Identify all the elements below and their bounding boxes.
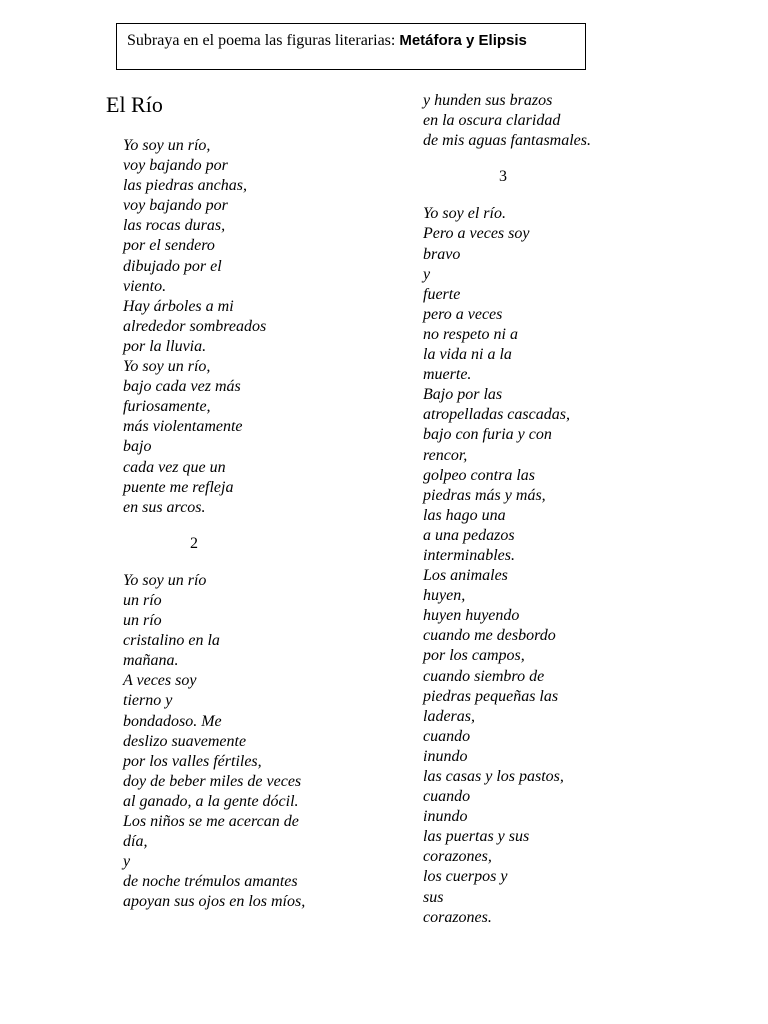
poem-left-column [123, 136, 353, 912]
poem-line: las casas y los pastos, [423, 768, 564, 785]
poem-line: inundo [423, 808, 468, 826]
poem-line: de noche trémulos amantes [123, 873, 298, 891]
poem-line: muerte. [423, 366, 472, 384]
poem-line: A veces soy [123, 672, 197, 690]
poem-line: la vida ni a la [423, 346, 512, 364]
poem-line: por la lluvia. [123, 337, 207, 355]
poem-line: un río [123, 591, 162, 609]
poem-line: bajo con furia y con [423, 426, 552, 444]
stanza-2-continued [423, 91, 653, 151]
poem-line: tierno y [123, 692, 173, 710]
poem-line: interminables. [423, 546, 515, 564]
poem-line: por el sendero [123, 237, 215, 255]
poem-line: bajo cada vez más [123, 378, 241, 396]
poem-line: apoyan sus ojos en los míos, [123, 893, 306, 911]
poem-line: y [423, 265, 431, 283]
poem-line: cuando [423, 727, 471, 745]
poem-line: las rocas duras, [123, 217, 226, 235]
poem-line: atropelladas cascadas, [423, 406, 570, 424]
poem-line: cada vez que un [123, 458, 226, 476]
poem-line: a una pedazos [423, 526, 515, 544]
poem-line: en sus arcos. [123, 498, 206, 516]
poem-line: viento. [123, 277, 167, 295]
poem-line: Los niños se me acercan de [123, 813, 299, 830]
poem-line: Yo soy un río [123, 571, 207, 589]
poem-line: pero a veces [423, 305, 503, 323]
instruction-box [116, 23, 586, 70]
poem-line: huyen huyendo [423, 607, 520, 625]
poem-line: por los valles fértiles, [123, 752, 262, 770]
poem-line: Yo soy un río, [123, 137, 211, 154]
poem-line: inundo [423, 747, 468, 765]
instruction-figures: Metáfora y Elipsis [399, 32, 527, 49]
poem-line: los cuerpos y [423, 868, 508, 886]
poem-right-column [423, 91, 653, 928]
stanza-number-3: 3 [499, 168, 507, 186]
poem-line: más violentamente [123, 418, 243, 436]
poem-line: laderas, [423, 707, 475, 725]
poem-line: en la oscura claridad [423, 112, 561, 130]
poem-line: bravo [423, 245, 461, 263]
poem-line: de mis aguas fantasmales. [423, 132, 591, 150]
poem-line: bondadoso. Me [123, 712, 222, 730]
poem-line: Bajo por las [423, 386, 503, 404]
poem-line: corazones, [423, 848, 492, 866]
poem-line: no respeto ni a [423, 325, 518, 343]
stanza-2 [123, 571, 353, 913]
poem-line: sus [423, 888, 444, 906]
poem-line: alrededor sombreados [123, 317, 267, 335]
poem-line: las hago una [423, 506, 506, 524]
poem-line: día, [123, 833, 148, 851]
poem-line: cuando siembro de [423, 667, 545, 685]
poem-line: las piedras anchas, [123, 177, 247, 195]
poem-line: Yo soy un río, [123, 358, 211, 376]
poem-line: y [123, 853, 131, 871]
poem-line: al ganado, a la gente dócil. [123, 792, 299, 810]
poem-line: furiosamente, [123, 398, 211, 416]
poem-title: El Río [106, 92, 163, 117]
stanza-1 [123, 136, 353, 518]
poem-line: las puertas y sus [423, 828, 530, 846]
poem-line: doy de beber miles de veces [123, 772, 302, 790]
stanza-number-2: 2 [190, 534, 198, 552]
stanza-3 [423, 204, 653, 927]
poem-line: Hay árboles a mi [123, 297, 234, 315]
poem-line: cristalino en la [123, 632, 220, 650]
poem-line: Los animales [423, 567, 508, 585]
poem-line: huyen, [423, 587, 466, 605]
poem-line: rencor, [423, 446, 468, 464]
poem-line: deslizo suavemente [123, 732, 247, 750]
poem-line: dibujado por el [123, 257, 222, 275]
poem-line: bajo [123, 438, 152, 456]
poem-line: piedras más y más, [423, 486, 546, 504]
poem-line: fuerte [423, 285, 461, 303]
poem-line: y hunden sus brazos [423, 92, 553, 109]
poem-line: voy bajando por [123, 197, 228, 215]
poem-line: Yo soy el río. [423, 205, 506, 223]
poem-line: Pero a veces soy [423, 225, 530, 243]
instruction-text: Subraya en el poema las figuras literarias: [127, 32, 400, 49]
poem-line: mañana. [123, 652, 179, 670]
poem-line: cuando [423, 788, 471, 806]
poem-line: cuando me desbordo [423, 627, 556, 645]
poem-line: corazones. [423, 908, 492, 926]
poem-line: por los campos, [423, 647, 525, 665]
poem-line: puente me refleja [123, 478, 234, 496]
poem-line: piedras pequeñas las [423, 687, 559, 705]
poem-line: voy bajando por [123, 157, 228, 175]
poem-line: un río [123, 612, 162, 630]
poem-line: golpeo contra las [423, 466, 535, 484]
